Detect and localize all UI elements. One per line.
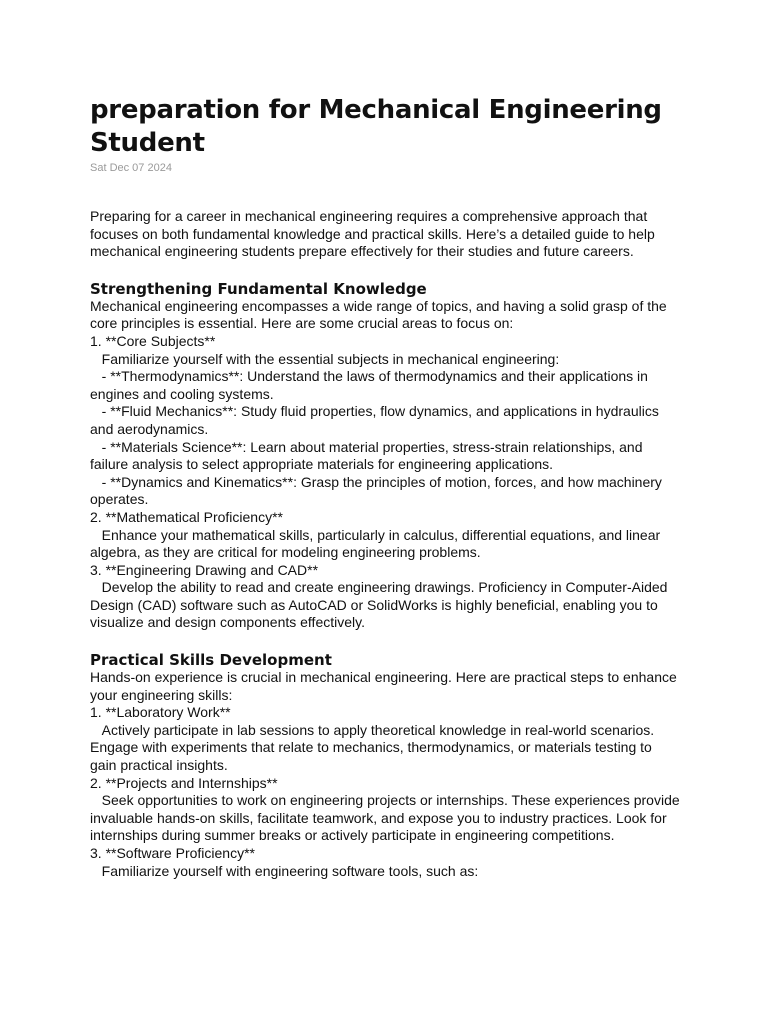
list-item-text: Seek opportunities to work on engineering projects or internships. These experiences provide invaluable hands-on skills, facilitate teamwork, and expose you to industry practices. Look for internships during summer breaks or actively participate in engineering competitions.: [90, 792, 684, 844]
paragraph: Mechanical engineering encompasses a wide range of topics, and having a solid grasp of the core principles is essential. Here are some crucial areas to focus on:: [90, 297, 671, 332]
list-item: 2. **Mathematical Proficiency**: [90, 508, 283, 525]
list-item-text: Familiarize yourself with the essential subjects in mechanical engineering:: [90, 350, 560, 367]
section-fundamentals: [90, 280, 680, 632]
section-practical-skills: [90, 651, 684, 880]
list-item: 3. **Engineering Drawing and CAD**: [90, 561, 319, 578]
list-item: 1. **Laboratory Work**: [90, 704, 231, 721]
article-date: Sat Dec 07 2024: [90, 162, 172, 174]
section-body: [90, 669, 684, 880]
article-title: preparation for Mechanical Engineering Student: [90, 95, 662, 158]
sub-list-item: - **Materials Science**: Learn about material properties, stress-strain relationships, and failure analysis to select appropriate materials for engineering applications.: [90, 438, 647, 473]
list-item-text: Develop the ability to read and create engineering drawings. Proficiency in Computer-Aided Design (CAD) software such as AutoCAD or SolidWorks is highly beneficial, enabling you to visualize and design components effectively.: [90, 579, 672, 631]
sub-list-item: - **Dynamics and Kinematics**: Grasp the principles of motion, forces, and how machinery operates.: [90, 473, 666, 508]
list-item: 3. **Software Proficiency**: [90, 845, 255, 861]
section-body: [90, 298, 680, 632]
list-item: 1. **Core Subjects**: [90, 332, 216, 349]
sub-list-item: - **Fluid Mechanics**: Study fluid properties, flow dynamics, and applications in hydraulics and aerodynamics.: [90, 403, 663, 437]
paragraph: Hands-on experience is crucial in mechanical engineering. Here are practical steps to enhance your engineering skills:: [90, 669, 681, 703]
list-item-text: Enhance your mathematical skills, particularly in calculus, differential equations, and linear algebra, as they are critical for modeling engineering problems.: [90, 526, 665, 561]
section-heading: Strengthening Fundamental Knowledge: [90, 279, 427, 298]
section-heading: Practical Skills Development: [90, 651, 332, 670]
list-item-text: Familiarize yourself with engineering software tools, such as:: [90, 862, 479, 879]
list-item-text: Actively participate in lab sessions to apply theoretical knowledge in real-world scenarios. Engage with experiments that relate to mechanics, thermodynamics, or materials testing to gain practical insights.: [90, 721, 659, 774]
article: [90, 94, 684, 880]
list-item: 2. **Projects and Internships**: [90, 774, 278, 791]
sub-list-item: - **Thermodynamics**: Understand the laws of thermodynamics and their applications in engines and cooling systems.: [90, 368, 652, 402]
article-intro: Preparing for a career in mechanical engineering requires a comprehensive approach that focuses on both fundamental knowledge and practical skills. Here’s a detailed guide to help mechanical engineering students prepare effectively for their studies and future careers.: [90, 208, 655, 260]
